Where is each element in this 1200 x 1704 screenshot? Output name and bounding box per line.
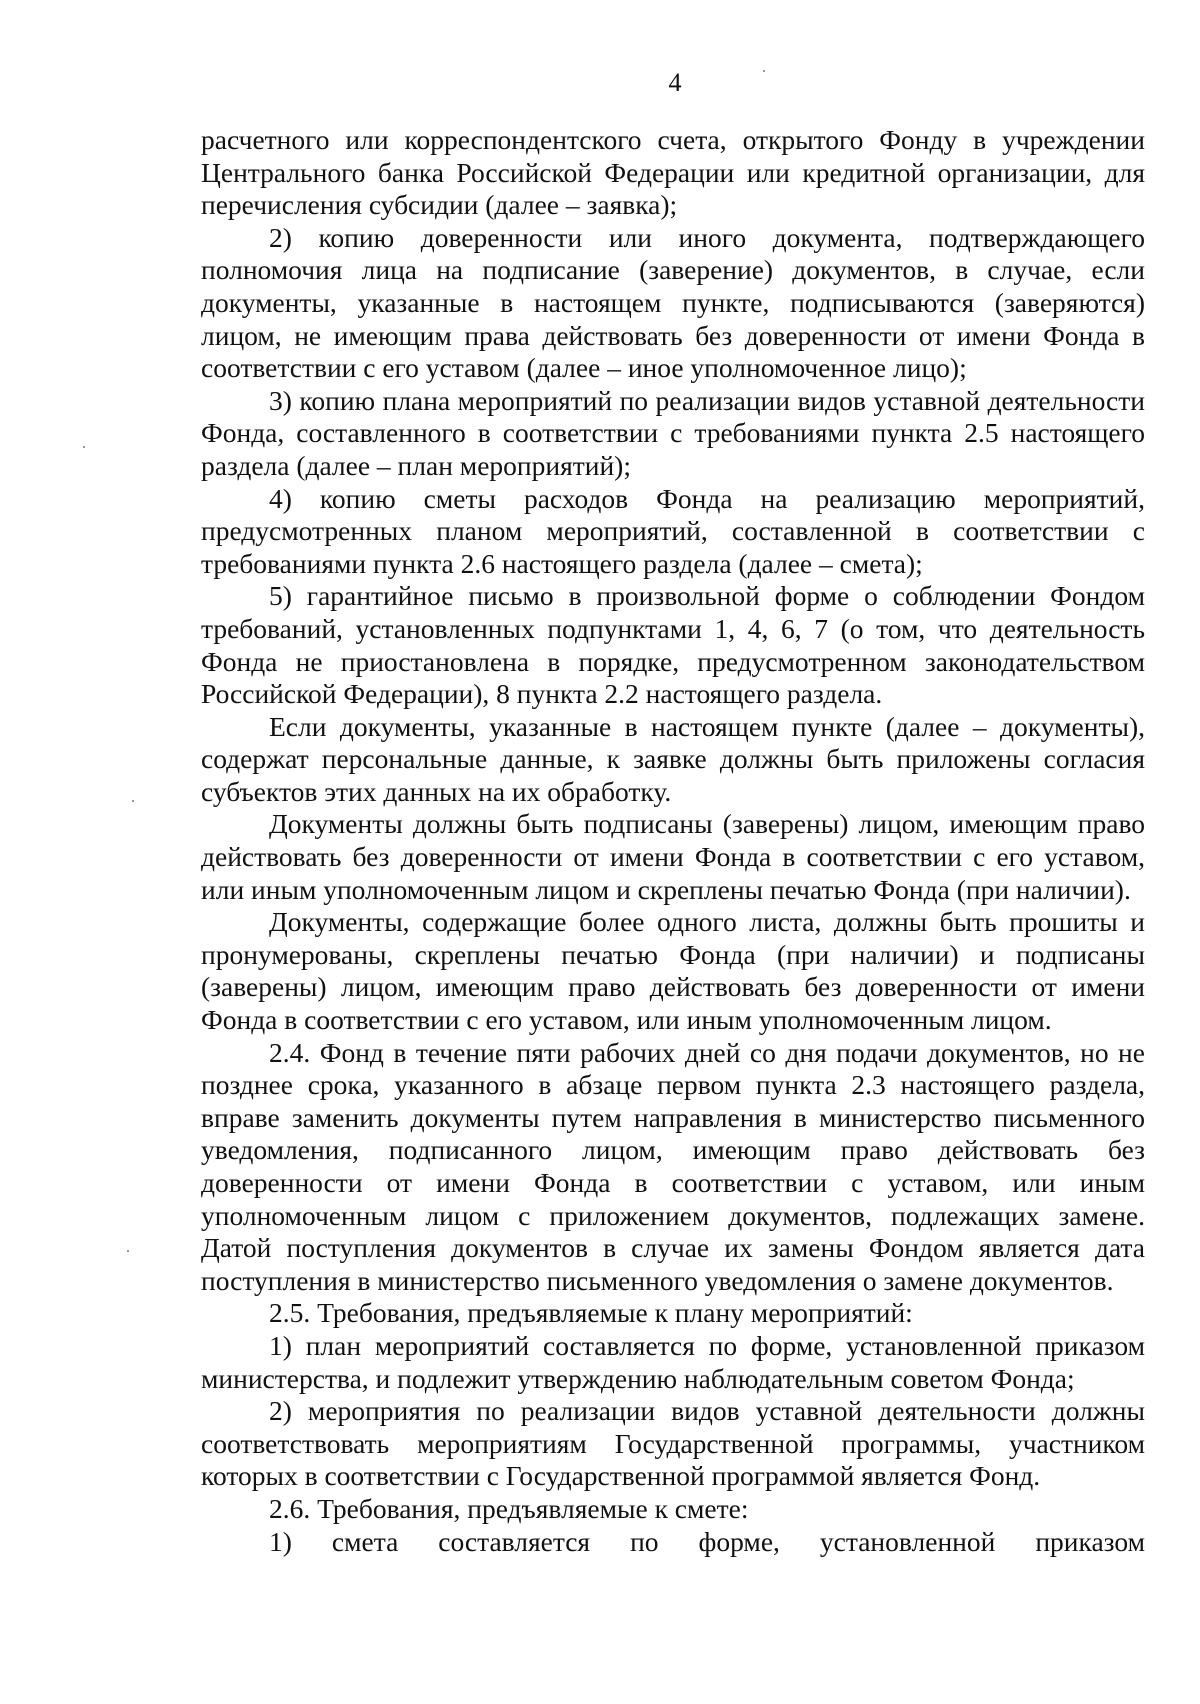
scan-speck xyxy=(83,446,85,448)
document-body xyxy=(201,124,1145,1558)
paragraph-personal-data-consent: Если документы, указанные в настоящем пункте (далее – документы), содержат персональные данные, к заявке должны быть приложены согласия субъектов этих данных на их обработку. xyxy=(201,710,1145,807)
paragraph-item-3-event-plan: 3) копию плана мероприятий по реализации видов уставной деятельности Фонда, составленного в соответствии с требованиями пункта 2.5 настоящего раздела (далее – план мероприятий); xyxy=(201,384,1145,481)
paragraph-2-6-heading: 2.6. Требования, предъявляемые к смете: xyxy=(269,1492,749,1524)
page-number: 4 xyxy=(668,68,682,97)
paragraph-binding-requirements: Документы, содержащие более одного листа, должны быть прошиты и пронумерованы, скреплены печатью Фонда (при наличии) и подписаны (заверены) лицом, имеющим право действовать без доверенности от имени Фонда в соответствии с его уставом, или иным уполномоченным лицом. xyxy=(201,906,1145,1036)
paragraph-2-5-item-1: 1) план мероприятий составляется по форме, установленной приказом министерства, и подлежит утверждению наблюдательным советом Фонда; xyxy=(201,1329,1145,1394)
paragraph-2-4-document-replacement: 2.4. Фонд в течение пяти рабочих дней со дня подачи документов, но не позднее срока, указанного в абзаце первом пункта 2.3 настоящего раздела, вправе заменить документы путем направления в министерство письменного уведомления, подписанного лицом, имеющим право действовать без доверенности от имени Фонда в соответствии с уставом, или иным уполномоченным лицом с приложением документов, подлежащих замене. Датой поступления документов в случае их замены Фондом является дата поступления в министерство письменного уведомления о замене документов. xyxy=(201,1036,1145,1296)
paragraph-2-5-heading: 2.5. Требования, предъявляемые к плану мероприятий: xyxy=(269,1297,913,1329)
paragraph-item-5-guarantee-letter: 5) гарантийное письмо в произвольной форме о соблюдении Фондом требований, установленных подпунктами 1, 4, 6, 7 (о том, что деятельность Фонда не приостановлена в порядке, предусмотренном законодательством Российской Федерации), 8 пункта 2.2 настоящего раздела. xyxy=(201,580,1145,710)
paragraph-2-5-item-2: 2) мероприятия по реализации видов уставной деятельности должны соответствовать мероприятиям Государственной программы, участником которых в соответствии с Государственной программой является Фонд. xyxy=(201,1395,1145,1492)
scan-speck xyxy=(763,70,765,72)
scan-speck xyxy=(127,1250,129,1252)
paragraph-signing-requirements: Документы должны быть подписаны (заверены) лицом, имеющим право действовать без доверенности от имени Фонда в соответствии с его уставом, или иным уполномоченным лицом и скреплены печатью Фонда (при наличии). xyxy=(201,808,1145,905)
paragraph-account-details: расчетного или корреспондентского счета, открытого Фонду в учреждении Центрального банка Российской Федерации или кредитной организации, для перечисления субсидии (далее – заявка); xyxy=(201,124,1145,221)
paragraph-item-2-power-of-attorney: 2) копию доверенности или иного документа, подтверждающего полномочия лица на подписание (заверение) документов, в случае, если документы, указанные в настоящем пункте, подписываются (заверяются) лицом, не имеющим права действовать без доверенности от имени Фонда в соответствии с его уставом (далее – иное уполномоченное лицо); xyxy=(201,221,1145,384)
paragraph-2-6-item-1: 1) смета составляется по форме, установленной приказом xyxy=(269,1525,1145,1557)
scan-speck xyxy=(132,800,134,802)
paragraph-item-4-cost-estimate: 4) копию сметы расходов Фонда на реализацию мероприятий, предусмотренных планом мероприятий, составленной в соответствии с требованиями пункта 2.6 настоящего раздела (далее – смета); xyxy=(201,482,1145,579)
